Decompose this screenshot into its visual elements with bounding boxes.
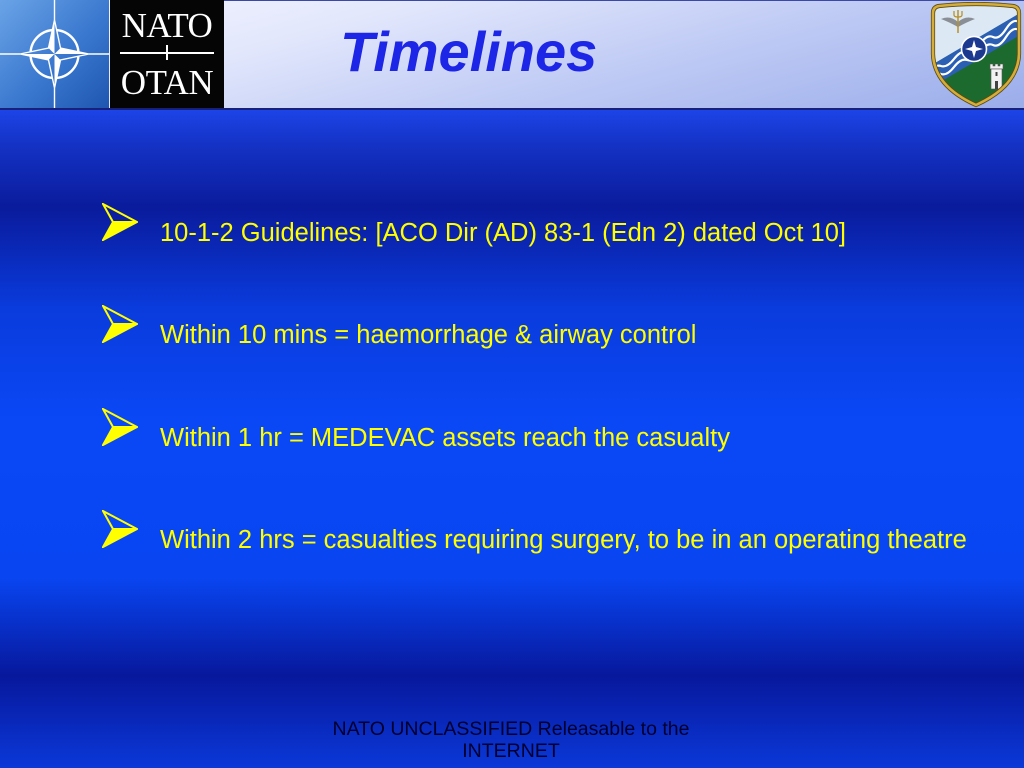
bullet-text: Within 1 hr = MEDEVAC assets reach the casualty <box>160 423 730 452</box>
bullet-item <box>0 323 1024 425</box>
arrow-bullet-icon <box>102 408 138 446</box>
arrow-bullet-icon <box>102 203 138 241</box>
nato-wordmark <box>110 0 224 108</box>
bullet-item <box>0 221 1024 323</box>
slide-title: Timelines <box>340 20 598 83</box>
command-crest-icon <box>930 2 1022 108</box>
classification-footer: NATO UNCLASSIFIED Releasable to the INTERNET <box>332 718 690 762</box>
header-top-rule <box>224 0 1024 1</box>
bullet-list <box>0 221 1024 631</box>
bullet-item <box>0 423 1024 528</box>
bullet-text: Within 10 mins = haemorrhage & airway control <box>160 321 697 350</box>
logo-text-otan: OTAN <box>120 63 214 102</box>
arrow-bullet-icon <box>102 510 138 548</box>
logo-divider-tick <box>166 45 168 60</box>
nato-compass-icon <box>0 0 109 108</box>
bullet-item <box>0 528 1024 630</box>
bullet-text: 10-1-2 Guidelines: [ACO Dir (AD) 83-1 (Edn 2) dated Oct 10] <box>160 219 846 247</box>
header-bottom-rule <box>0 108 1024 110</box>
nato-logo <box>0 0 224 108</box>
logo-text-nato: NATO <box>121 6 213 45</box>
bullet-text: Within 2 hrs = casualties requiring surgery, to be in an operating theatre <box>160 526 967 555</box>
slide-header <box>0 0 1024 110</box>
arrow-bullet-icon <box>102 305 138 343</box>
